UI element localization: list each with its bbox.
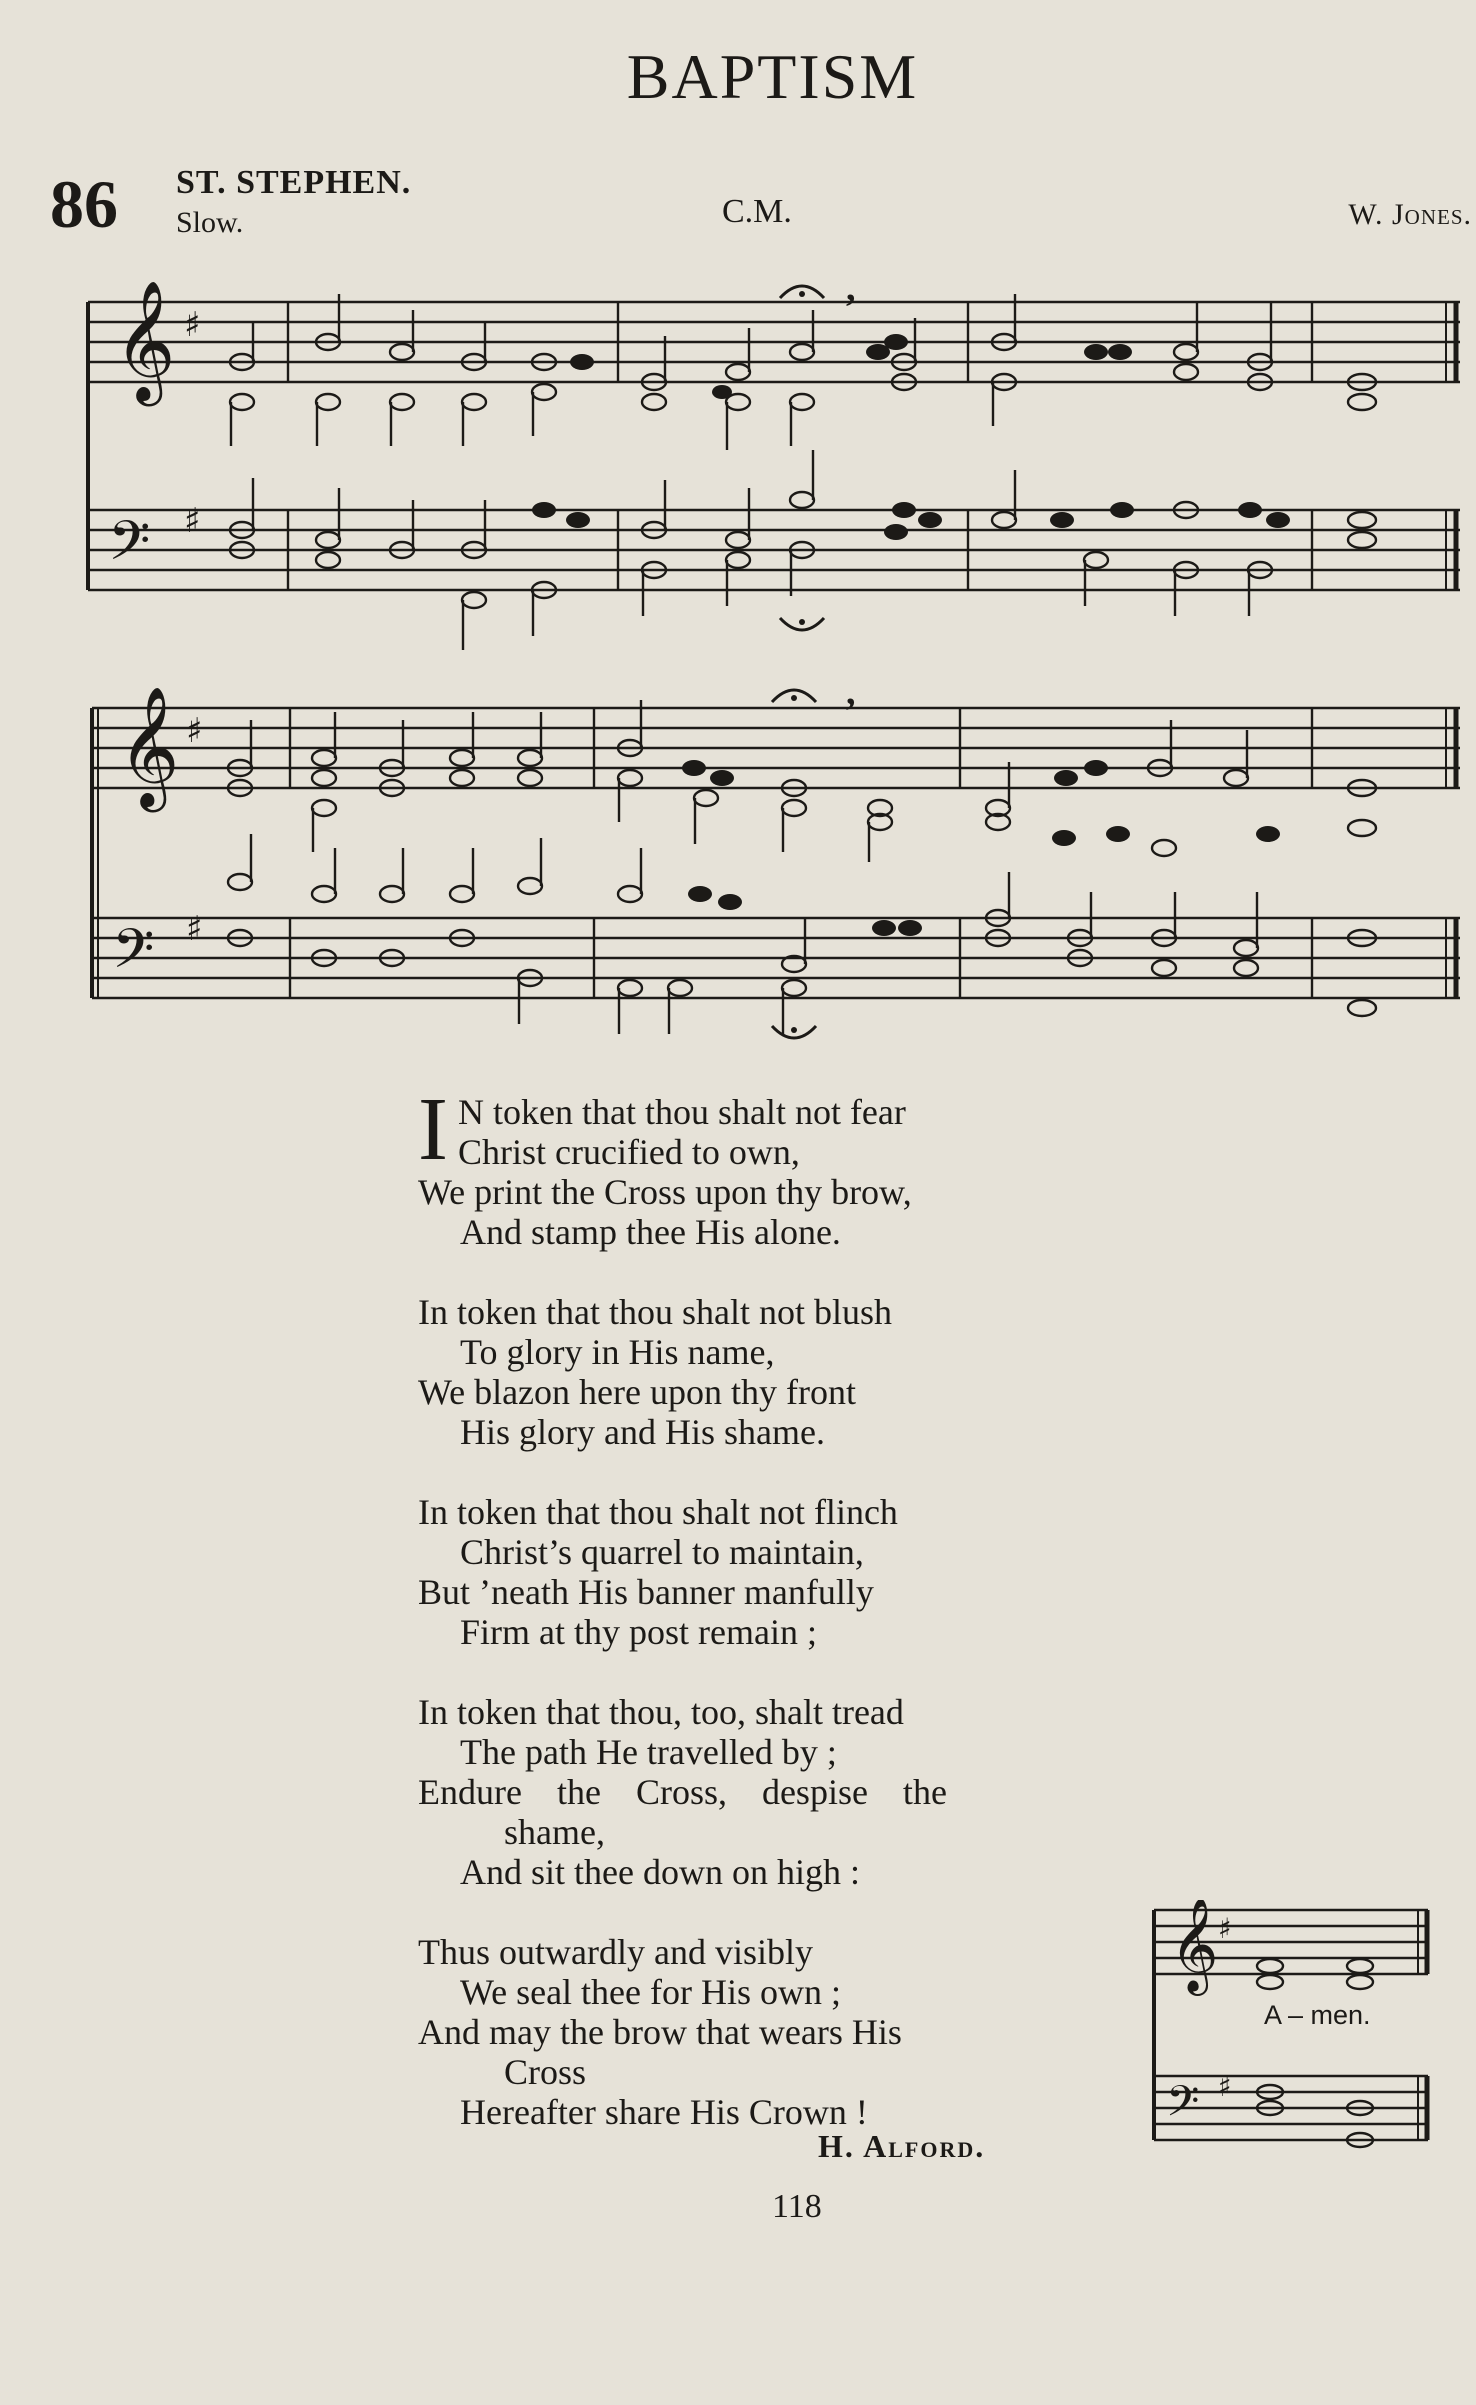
stanza-2	[418, 1292, 1098, 1452]
meter-marking: C.M.	[722, 193, 792, 230]
hymn-verses	[418, 1080, 1098, 2172]
svg-text:,: ,	[846, 270, 856, 309]
verse-line: Thus outwardly and visibly	[418, 1932, 813, 1972]
verse-line: In token that thou shalt not blush	[418, 1292, 892, 1332]
composer-credit	[1348, 198, 1472, 232]
verse-line: His glory and His shame.	[460, 1412, 825, 1452]
text-author	[818, 2128, 985, 2165]
music-score-system-2	[0, 672, 1476, 1072]
verse-line: Christ crucified to own,	[457, 1132, 800, 1172]
svg-text:𝄢: 𝄢	[1166, 2077, 1200, 2137]
verse-line: In token that thou, too, shalt tread	[418, 1692, 904, 1732]
drop-cap: I	[418, 1080, 448, 1179]
stanza-4	[418, 1692, 1098, 1892]
verse-line: The path He travelled by ;	[460, 1732, 837, 1772]
verse-line: Endure the Cross, despise the	[418, 1772, 947, 1812]
svg-text:,: ,	[846, 672, 856, 713]
verse-line: And sit thee down on high :	[460, 1852, 860, 1892]
section-heading: BAPTISM	[626, 41, 919, 112]
verse-line: We print the Cross upon thy brow,	[418, 1172, 912, 1212]
author-name: H. Alford.	[818, 2128, 986, 2164]
svg-text:♯: ♯	[1218, 2070, 1232, 2103]
verse-line: And may the brow that wears His	[418, 2012, 902, 2052]
stanza-3	[418, 1492, 1098, 1652]
page-number: 118	[772, 2188, 822, 2225]
svg-text:𝄢: 𝄢	[108, 509, 151, 586]
svg-text:𝄞: 𝄞	[1170, 1900, 1219, 1992]
music-score-system-1	[0, 270, 1476, 670]
verse-line: We blazon here upon thy front	[418, 1372, 856, 1412]
svg-text:♯: ♯	[184, 501, 201, 541]
svg-text:𝄞: 𝄞	[118, 685, 180, 807]
svg-text:♯: ♯	[186, 711, 203, 751]
composer-name: W. Jones.	[1348, 198, 1472, 231]
svg-text:𝄞: 𝄞	[114, 279, 176, 401]
verse-line: N token that thou shalt not fear	[457, 1092, 906, 1132]
verse-line: We seal thee for His own ;	[460, 1972, 841, 2012]
tempo-marking: Slow.	[176, 206, 244, 239]
verse-line: Hereafter share His Crown !	[460, 2092, 868, 2132]
tune-name: ST. STEPHEN.	[176, 164, 412, 201]
svg-text:♯: ♯	[186, 909, 203, 949]
music-system-1	[0, 270, 1476, 670]
verse-line: To glory in His name,	[460, 1332, 775, 1372]
music-system-2	[0, 672, 1476, 1072]
verse-line: Cross	[504, 2052, 587, 2092]
stanza-5	[418, 1932, 1098, 2132]
verse-line: And stamp thee His alone.	[460, 1212, 841, 1252]
svg-text:♯: ♯	[1218, 1912, 1232, 1945]
verse-line: Firm at thy post remain ;	[460, 1612, 817, 1652]
verse-line: But ’neath His banner manfully	[418, 1572, 874, 1612]
hymn-number: 86	[50, 166, 118, 242]
stanza-1	[418, 1080, 1098, 1252]
svg-text:♯: ♯	[184, 305, 201, 345]
verse-line: In token that thou shalt not flinch	[418, 1492, 898, 1532]
verse-line: shame,	[504, 1812, 605, 1852]
amen-lyric: A – men.	[1264, 2000, 1371, 2030]
svg-text:𝄢: 𝄢	[112, 917, 155, 994]
verse-line: Christ’s quarrel to maintain,	[460, 1532, 864, 1572]
